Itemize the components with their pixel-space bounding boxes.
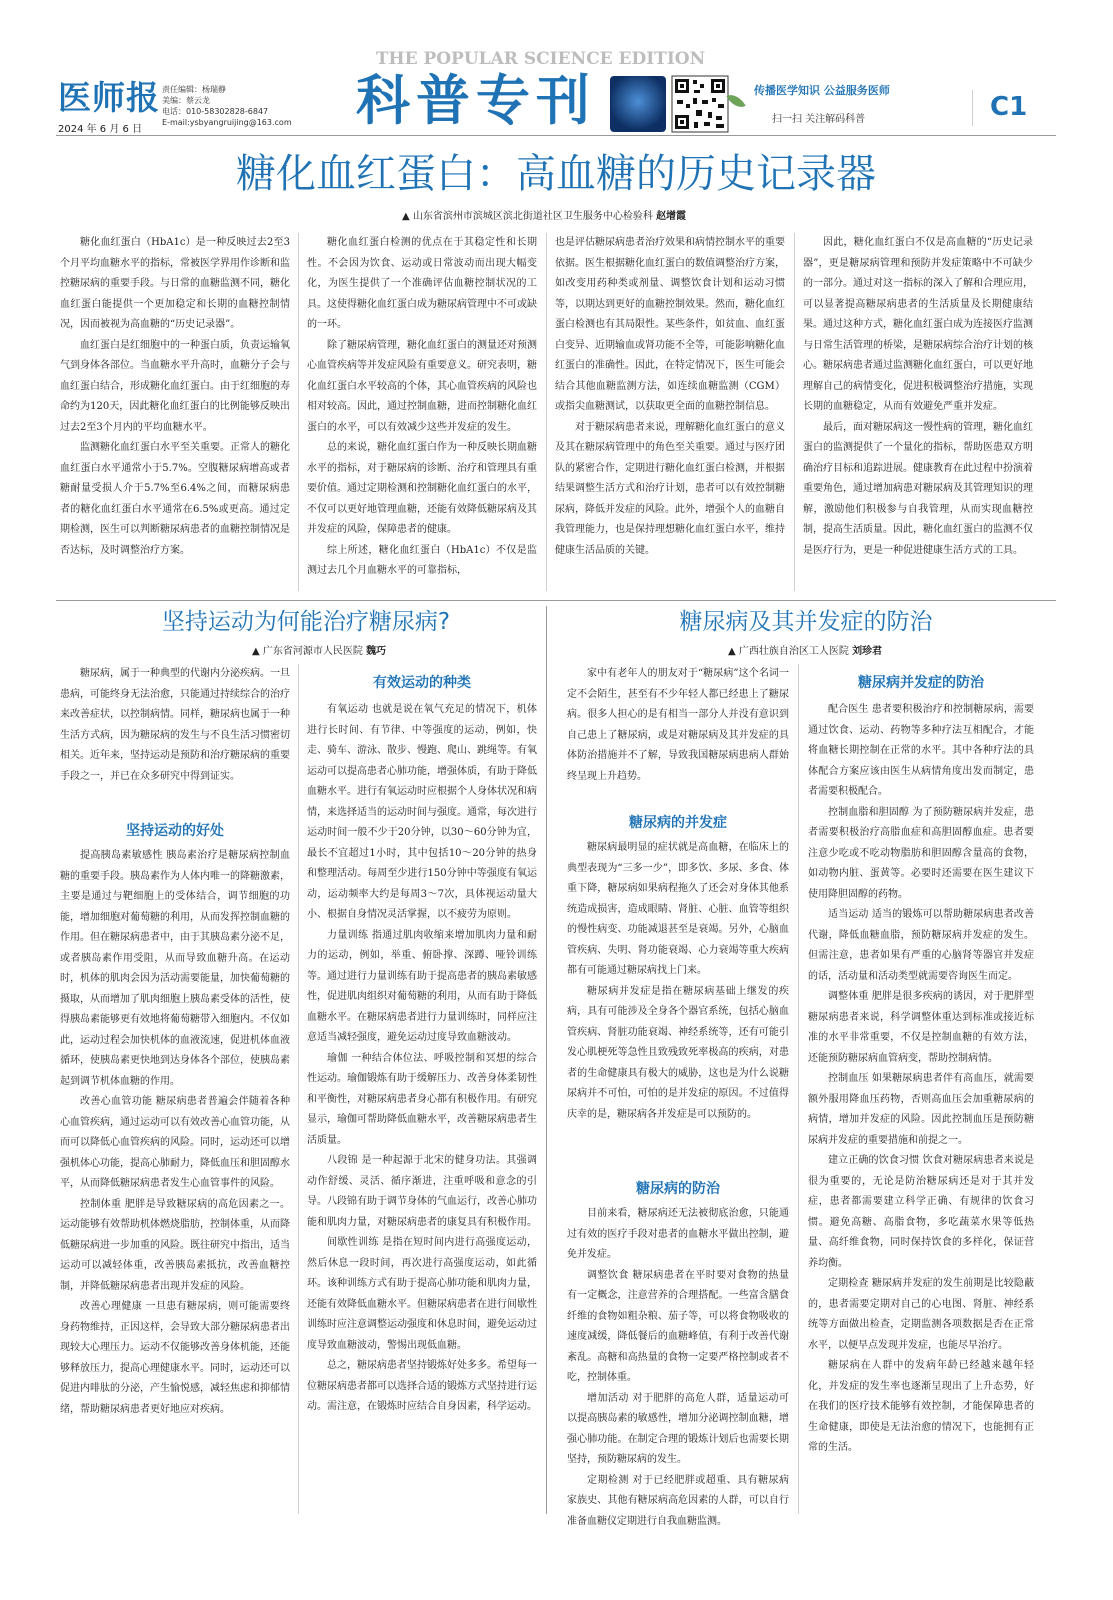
article3-title: 糖尿病及其并发症的防治 (679, 609, 933, 635)
paragraph: 调整体重 肥胖是很多疾病的诱因，对于肥胖型糖尿病患者来说，科学调整体重达到标准或接近标准的水平非常重要，不仅是控制血糖的有效方法，还能预防糖尿病血管病变，帮助控制病情。 (808, 991, 1034, 1064)
paragraph: 改善心理健康 一旦患有糖尿病，则可能需要终身药物维持，正因这样，会导致大部分糖尿病患者出现较大心理压力。运动不仅能够改善身体机能，还能够释放压力，提高心理健康水平。同时，运动还可以促进内啡肽的分泌，产生愉悦感，减轻焦虑和抑郁情绪，帮助糖尿病患者更好地应对疾病。 (60, 1301, 290, 1415)
paragraph: 糖尿病在人群中的发病年龄已经越来越年轻化，并发症的发生率也逐渐呈现出了上升态势，好在我们的医疗技术能够有效控制，才能保障患者的生命健康，即使是无法治愈的情况下，也能拥有正常的生活。 (808, 1360, 1034, 1453)
article3-subheading-complications: 糖尿病的并发症 (629, 815, 727, 831)
paragraph: 瑜伽 一种结合体位法、呼吸控制和冥想的综合性运动。瑜伽锻炼有助于缓解压力、改善身体柔韧性和平衡性，对糖尿病患者身心都有积极作用。有研究显示，瑜伽可帮助降低血糖水平，改善糖尿病患者生活质量。 (307, 1052, 537, 1146)
article3-column-3-prevention (567, 1204, 789, 1527)
section-rule (56, 600, 1056, 601)
masthead-divider (972, 90, 973, 126)
article3-column-3-intro (567, 664, 789, 808)
edition-english: THE POPULAR SCIENCE EDITION (375, 49, 706, 69)
article2-byline: ▲ 广东省河源市人民医院 魏巧 (252, 646, 387, 657)
paragraph: 定期检查 糖尿病并发症的发生前期是比较隐蔽的，患者需要定期对自己的心电图、肾脏、神经系统等方面做出检查，定期监测各项数据是否在正常水平，以便早点发现并发症，也能尽早治疗。 (808, 1278, 1034, 1351)
article1-column-4 (803, 233, 1033, 593)
byline-triangle-icon: ▲ (402, 211, 413, 222)
paragraph: 八段锦 是一种起源于北宋的健身功法。其强调动作舒缓、灵活、循序渐进，注重呼吸和意念的引导。八段锦有助于调节身体的气血运行，改善心肺功能和肌肉力量，对糖尿病患者的康复具有积极作用。 (307, 1155, 537, 1228)
paragraph: 糖尿病，属于一种典型的代谢内分泌疾病。一旦患病，可能终身无法治愈，只能通过持续综合的治疗来改善症状，以控制病情。同样，糖尿病也属于一种生活方式病，因为糖尿病的发生与不良生活习惯密切相关。近年来，坚持运动是预防和治疗糖尿病的重要手段之一，并已在众多研究中得到证实。 (60, 668, 290, 782)
article1-column-1 (60, 233, 290, 593)
paragraph: 家中有老年人的朋友对于“糖尿病”这个名词一定不会陌生，甚至有不少年轻人都已经患上了糖尿病。很多人担心的是有相当一部分人并没有意识到自己患上了糖尿病，或是对糖尿病及其并发症的具体防治措施并不了解，导致我国糖尿病患病人群始终呈现上升趋势。 (567, 668, 789, 782)
paragraph: 力量训练 指通过肌肉收缩来增加肌肉力量和耐力的运动，例如，举重、俯卧撑、深蹲、哑铃训练等。通过进行力量训练有助于提高患者的胰岛素敏感性，促进肌肉组织对葡萄糖的利用，从而有助于降低血糖水平。在糖尿病患者进行力量训练时，同样应注意适当减轻强度，避免运动过度导致血糖波动。 (307, 929, 537, 1043)
paragraph: 总之，糖尿病患者坚持锻炼好处多多。希望每一位糖尿病患者都可以选择合适的锻炼方式坚持进行运动。需注意，在锻炼时应结合自身因素，科学运动。 (307, 1360, 537, 1412)
program-logo-image (610, 76, 666, 132)
paragraph: 控制血压 如果糖尿病患者伴有高血压，就需要额外服用降血压药物，否则高血压会加重糖尿病的病情，增加并发症的风险。因此控制血压是预防糖尿病并发症的重要措施和前提之一。 (808, 1073, 1034, 1146)
column-rule (298, 233, 299, 591)
paragraph: 适当运动 适当的锻炼可以帮助糖尿病患者改善代谢，降低血糖血脂，预防糖尿病并发症的发生。但需注意，患者如果有严重的心脑肾等器官并发症的话，活动量和活动类型就需要咨询医生而定。 (808, 909, 1034, 982)
article3-column-3-body (567, 838, 789, 1170)
paragraph: 控制体重 肥胖是导致糖尿病的高危因素之一。运动能够有效帮助机体燃烧脂肪，控制体重，从而降低糖尿病进一步加重的风险。既往研究中指出，适当运动可以减轻体重，改善胰岛素抵抗，改善血糖控制，并降低糖尿病患者出现并发症的风险。 (60, 1198, 290, 1292)
byline-triangle-icon: ▲ (728, 646, 739, 657)
editor-info: 责任编辑：杨瑞静 美编：蔡云龙 电话：010-58302828-6847 E-mail:ysbyangruijing@163.com (162, 85, 292, 127)
byline-triangle-icon: ▲ (252, 646, 263, 657)
paragraph: 有氧运动 也就是说在氧气充足的情况下，机体进行长时间、有节律、中等强度的运动，例如，快走、骑车、游泳、散步、慢跑、爬山、跳绳等。有氧运动可以提高患者心肺功能，增强体质，有助于降低血糖水平。进行有氧运动时应根据个人身体状况和病情，来选择适当的运动时间与强度。通常，每次进行运动时间一般不少于20分钟，以30～60分钟为宜，最长不宜超过1小时，其中包括10～20分钟的热身和整理活动。每周至少进行150分钟中等强度有氧运动，运动频率大约是每周3～7次，具体视运动量大小、根据自身情况灵活掌握，以不疲劳为原则。 (307, 704, 537, 920)
column-rule (798, 664, 799, 1514)
paragraph: 监测糖化血红蛋白水平至关重要。正常人的糖化血红蛋白水平通常小于5.7%。空腹糖尿病增高或者糖耐量受损人介于5.7%至6.4%之间，而糖尿病患者的糖化血红蛋白水平通常在6.5%或更高。通过定期检测，医生可以判断糖尿病患者的血糖控制情况是否达标，及时调整治疗方案。 (60, 442, 290, 556)
paragraph: 调整饮食 糖尿病患者在平时要对食物的热量有一定概念，注意营养的合理搭配。一些富含膳食纤维的食物如粗杂粮、茄子等，可以将食物吸收的速度减缓，降低餐后的血糖峰值，有利于改善代谢紊乱。高糖和高热量的食物一定要严格控制或者不吃，控制体重。 (567, 1269, 789, 1383)
paragraph: 血红蛋白是红细胞中的一种蛋白质，负责运输氧气到身体各部位。当血糖水平升高时，血糖分子会与血红蛋白结合，形成糖化血红蛋白。由于红细胞的寿命约为120天，因此糖化血红蛋白的比例能够反映出过去2至3个月内的平均血糖水平。 (60, 339, 290, 433)
paragraph: 糖化血红蛋白（HbA1c）是一种反映过去2至3个月平均血糖水平的指标，常被医学界用作诊断和监控糖尿病的重要手段。与日常的血糖监测不同，糖化血红蛋白能提供一个更加稳定和长期的血糖控制情况，因而被视为高血糖的“历史记录器”。 (60, 237, 290, 330)
paragraph: 建立正确的饮食习惯 饮食对糖尿病患者来说是很为重要的，无论是防治糖尿病还是对于其并发症，患者都需要建立科学正确、有规律的饮食习惯。避免高糖、高脂食物，多吃蔬菜水果等低热量、高纤维食物，同时保持饮食的多样化，保证营养均衡。 (808, 1155, 1034, 1269)
paragraph: 最后，面对糖尿病这一慢性病的管理，糖化血红蛋白的监测提供了一个量化的指标，帮助医患双方明确治疗目标和追踪进展。健康教育在此过程中扮演着重要角色，通过增加病患对糖尿病及其管理知识的理解，激励他们积极参与自我管理，从而实现血糖控制，提高生活质量。因此，糖化血红蛋白的监测不仅是医疗行为，更是一种促进健康生活方式的工具。 (803, 421, 1033, 556)
section-title: 科普专刊 (356, 69, 596, 132)
qr-code-image (672, 76, 728, 132)
paragraph: 定期检测 对于已经肥胖或超重、具有糖尿病家族史、其他有糖尿病高危因素的人群，可以自行准备血糖仪定期进行自我血糖监测。 (567, 1474, 789, 1527)
article2-subheading-types: 有效运动的种类 (373, 675, 471, 691)
edition-date: 2024 年 6 月 6 日 (58, 124, 143, 135)
paragraph: 对于糖尿病患者来说，理解糖化血红蛋白的意义及其在糖尿病管理中的角色至关重要。通过与医疗团队的紧密合作，定期进行糖化血红蛋白检测，并根据结果调整生活方式和治疗计划，患者可以有效控制糖尿病，降低并发症的风险。此外，增强个人的血糖自我管理能力，也是保持理想糖化血红蛋白水平，维持健康生活品质的关键。 (555, 421, 785, 556)
article2-column-1-body (60, 846, 290, 1516)
paragraph: 间歇性训练 是指在短时间内进行高强度运动，然后休息一段时间，再次进行高强度运动，如此循环。该种训练方式有助于提高心肺功能和肌肉力量，还能有效降低血糖水平。但糖尿病患者在进行间歇性训练时应注意调整运动强度和休息时间，避免运动过度导致血糖波动，警惕出现低血糖。 (307, 1237, 537, 1351)
paragraph: 也是评估糖尿病患者治疗效果和病情控制水平的重要依据。医生根据糖化血红蛋白的数值调整治疗方案，如改变用药种类或剂量、调整饮食计划和运动习惯等，以期达到更好的血糖控制效果。然而，糖化血红蛋白检测也有其局限性。某些条件，如贫血、血红蛋白变异、近期输血或肾功能不全等，可能影响糖化血红蛋白的准确性。因此，在特定情况下，医生可能会结合其他血糖监测方法，如连续血糖监测（CGM）或指尖血糖测试，以获取更全面的血糖控制信息。 (555, 237, 785, 412)
column-rule (546, 233, 547, 591)
article1-column-2 (307, 233, 537, 593)
masthead (0, 0, 1113, 140)
paragraph: 总的来说，糖化血红蛋白作为一种反映长期血糖水平的指标，对于糖尿病的诊断、治疗和管理具有重要价值。通过定期检测和控制糖化血红蛋白的水平，不仅可以更好地管理血糖，还能有效降低糖尿病及其并发症的风险，保障患者的健康。 (307, 442, 537, 535)
column-rule (794, 233, 795, 591)
paragraph: 控制血脂和胆固醇 为了预防糖尿病并发症，患者需要积极治疗高脂血症和高胆固醇血症。患者要注意少吃或不吃动物脂肪和胆固醇含量高的食物，如动物内脏、蛋黄等。必要时还需要在医生建议下使用降胆固醇的药物。 (808, 806, 1034, 900)
column-rule (298, 664, 299, 1514)
article-divider (546, 606, 547, 1514)
paragraph: 配合医生 患者要积极治疗和控制糖尿病，需要通过饮食、运动、药物等多种疗法互相配合，才能将血糖长期控制在正常的水平。其中各种疗法的具体配合方案应该由医生从病情角度出发而制定，患者需要积极配合。 (808, 704, 1034, 797)
article2-column-1-intro (60, 664, 290, 808)
paragraph: 糖化血红蛋白检测的优点在于其稳定性和长期性。不会因为饮食、运动或日常波动而出现大幅变化，为医生提供了一个准确评估血糖控制状况的工具。这使得糖化血红蛋白成为糖尿病管理中不可或缺的一环。 (307, 237, 537, 330)
article3-column-4 (808, 700, 1034, 1516)
masthead-rule (56, 135, 1056, 136)
qr-leaf-icon (726, 90, 745, 112)
article2-title: 坚持运动为何能治疗糖尿病? (161, 609, 451, 635)
article1-title: 糖化血红蛋白：高血糖的历史记录器 (236, 151, 876, 197)
article1-column-3 (555, 233, 785, 593)
slogan: 传播医学知识 公益服务医师 (754, 84, 890, 97)
article3-subheading-prevention: 糖尿病的防治 (636, 1181, 720, 1197)
article3-byline: ▲ 广西壮族自治区工人医院 刘珍君 (728, 646, 883, 657)
article2-subheading-benefits: 坚持运动的好处 (126, 823, 224, 839)
paragraph: 糖尿病并发症是指在糖尿病基础上继发的疾病，具有可能涉及全身各个器官系统，包括心脑血管疾病、肾脏功能衰竭、神经系统等，还有可能引发心肌梗死等急性且致残致死率极高的疾病，对患者的生命健康具有极大的威胁，这也是为什么说糖尿病并不可怕，可怕的是并发症的原因。不过值得庆幸的是，糖尿病各并发症是可以预防的。 (567, 985, 789, 1120)
paragraph: 提高胰岛素敏感性 胰岛素治疗是糖尿病控制血糖的重要手段。胰岛素作为人体内唯一的降糖激素，主要是通过与靶细胞上的受体结合，调节细胞的功能，增加细胞对葡萄糖的利用，从而发挥控制血糖的作用。但在糖尿病患者中，由于其胰岛素分泌不足，或者胰岛素作用受阻，从而导致血糖升高。在运动时，机体的肌肉会因为活动需要能量，加快葡萄糖的摄取，从而增加了肌肉细胞上胰岛素受体的活性，使得胰岛素能够更有效地将葡萄糖带入细胞内。不仅如此，运动过程会加快机体的血液流速，促进机体血液循环，使胰岛素更快地到达身体各个部位，使胰岛素起到调节机体血糖的作用。 (60, 850, 290, 1087)
paragraph: 增加活动 对于肥胖的高危人群，适量运动可以提高胰岛素的敏感性，增加分泌调控制血糖，增强心肺功能。在制定合理的锻炼计划后也需要长期坚持，预防糖尿病的发生。 (567, 1392, 789, 1465)
newspaper-logo: 医师报 (58, 78, 160, 117)
article2-column-2 (307, 700, 537, 1516)
article1-byline: ▲ 山东省滨州市滨城区滨北街道社区卫生服务中心检验科 赵增霞 (402, 211, 687, 222)
paragraph: 除了糖尿病管理，糖化血红蛋白的测量还对预测心血管疾病等并发症风险有重要意义。研究表明，糖化血红蛋白水平较高的个体，其心血管疾病的风险也相对较高。因此，通过控制血糖，进而控制糖化血红蛋白的水平，可以有效减少这些并发症的发生。 (307, 339, 537, 433)
paragraph: 改善心血管功能 糖尿病患者普遍会伴随着各种心血管疾病，通过运动可以有效改善心血管功能，从而可以降低心血管疾病的风险。同时，运动还可以增强机体心功能，提高心肺耐力，降低血压和胆固醇水平，从而降低糖尿病患者发生心血管事件的风险。 (60, 1096, 290, 1189)
page-number: C1 (990, 92, 1028, 122)
paragraph: 糖尿病最明显的症状就是高血糖，在临床上的典型表现为“三多一少”，即多饮、多尿、多食、体重下降，糖尿病如果病程拖久了还会对身体其他系统造成损害，造成眼睛、肾脏、心脏、血管等组织的慢性病变、功能减退甚至是衰竭。另外，心脑血管疾病、失明、肾功能衰竭、心力衰竭等重大疾病都有可能通过糖尿病找上门来。 (567, 842, 789, 976)
article3-subheading-complication-prevention: 糖尿病并发症的防治 (858, 675, 984, 691)
paragraph: 因此，糖化血红蛋白不仅是高血糖的“历史记录器”，更是糖尿病管理和预防并发症策略中不可缺少的一部分。通过对这一指标的深入了解和合理应用，可以显著提高糖尿病患者的生活质量及长期健康结果。通过这种方式，糖化血红蛋白成为连接医疗监测与日常生活管理的桥梁，是糖尿病综合治疗计划的核心。糖尿病患者通过监测糖化血红蛋白，可以更好地理解自己的病情变化，促进积极调整治疗措施，实现长期的血糖稳定，从而有效避免严重并发症。 (803, 237, 1033, 412)
paragraph: 综上所述，糖化血红蛋白（HbA1c）不仅是监测过去几个月血糖水平的可靠指标， (307, 544, 537, 576)
qr-caption: 扫一扫 关注解码科普 (772, 114, 866, 125)
paragraph: 目前来看，糖尿病还无法被彻底治愈，只能通过有效的医疗手段对患者的血糖水平做出控制，避免并发症。 (567, 1208, 789, 1260)
